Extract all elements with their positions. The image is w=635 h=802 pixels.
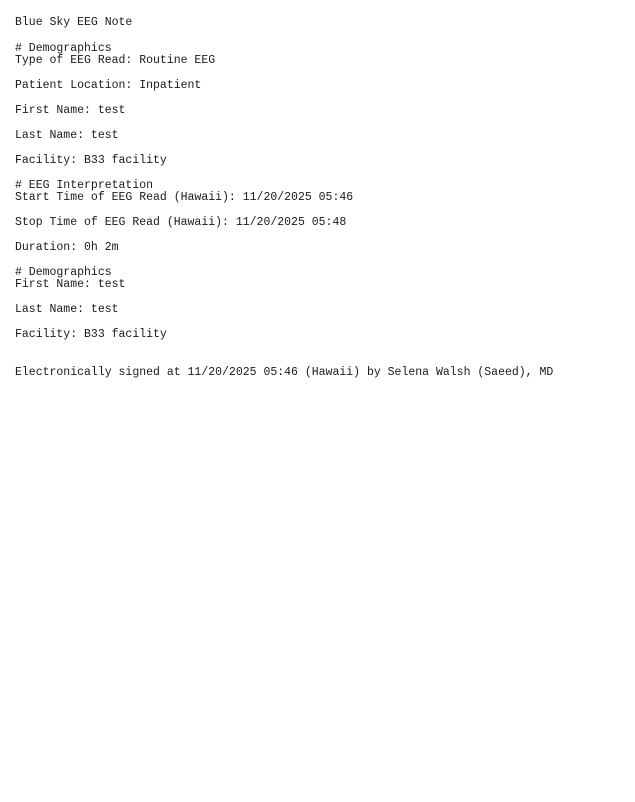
electronic-signature: Electronically signed at 11/20/2025 05:46 (Hawaii) by Selena Walsh (Saeed), MD (15, 366, 554, 379)
field-last-name: Last Name: test (15, 129, 119, 142)
field-facility-repeat: Facility: B33 facility (15, 328, 167, 341)
field-last-name-repeat: Last Name: test (15, 303, 119, 316)
field-type-of-eeg-read: Type of EEG Read: Routine EEG (15, 54, 216, 67)
section-heading-eeg-interpretation: # EEG Interpretation (15, 179, 154, 192)
field-first-name-repeat: First Name: test (15, 278, 126, 291)
note-title: Blue Sky EEG Note (15, 16, 133, 29)
field-facility: Facility: B33 facility (15, 154, 167, 167)
field-patient-location: Patient Location: Inpatient (15, 79, 202, 92)
field-duration: Duration: 0h 2m (15, 241, 119, 254)
section-heading-demographics-repeat: # Demographics (15, 266, 112, 279)
section-heading-demographics: # Demographics (15, 42, 112, 55)
field-start-time: Start Time of EEG Read (Hawaii): 11/20/2025 05:46 (15, 191, 354, 204)
field-stop-time: Stop Time of EEG Read (Hawaii): 11/20/2025 05:48 (15, 216, 347, 229)
field-first-name: First Name: test (15, 104, 126, 117)
